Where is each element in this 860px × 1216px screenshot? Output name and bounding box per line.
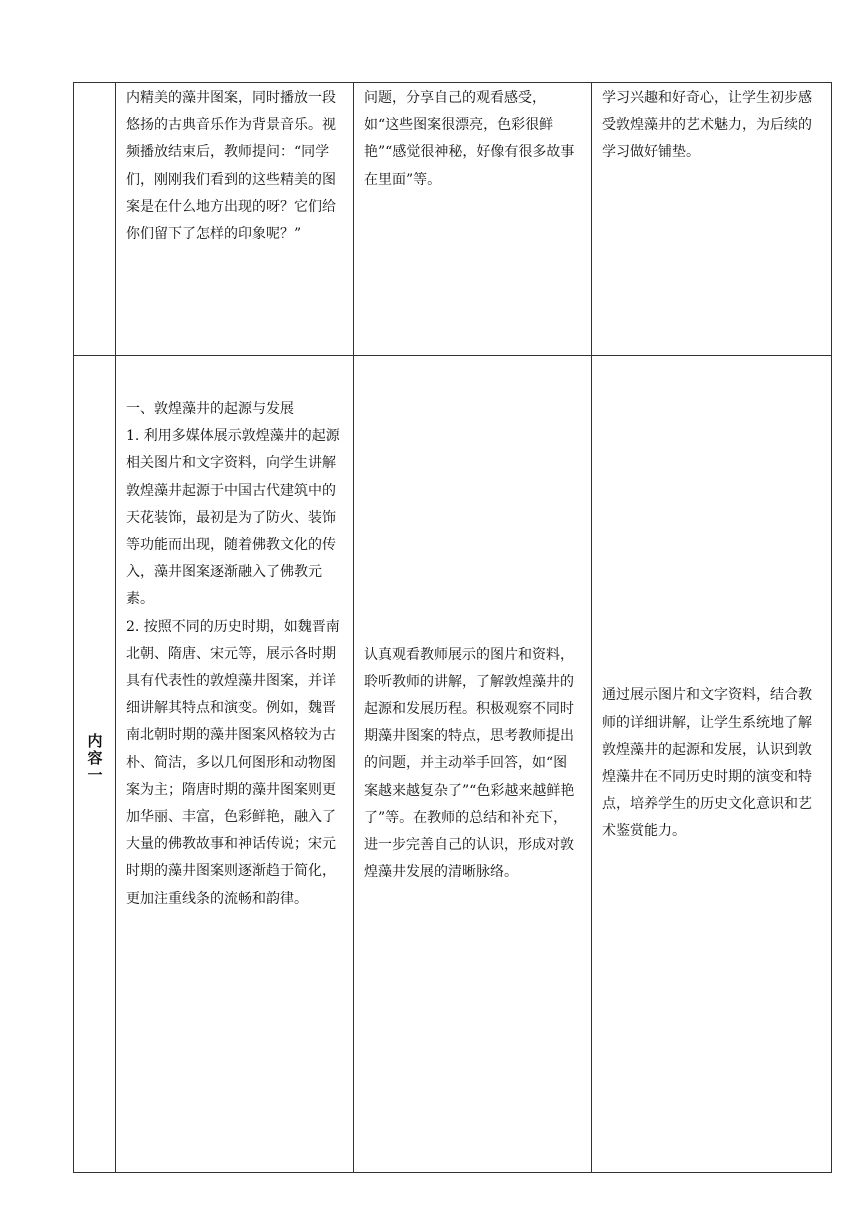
section-label-cell	[74, 356, 116, 1173]
student-activity-text: 问题，分享自己的观看感受，如“这些图案很漂亮，色彩很鲜艳”“感觉很神秘，好像有很多故事在里面”等。	[364, 90, 575, 188]
table-row	[74, 83, 832, 356]
teacher-activity-cell	[116, 356, 354, 1173]
student-activity-text: 认真观看教师展示的图片和资料，聆听教师的讲解，了解敦煌藻井的起源和发展历程。积极观察不同时期藻井图案的特点，思考教师提出的问题，并主动举手回答，如“图案越来越复杂了”“色彩越来越鲜艳了”等。在教师的总结和补充下，进一步完善自己的认识，形成对敦煌藻井发展的清晰脉络。	[364, 646, 575, 881]
section-heading: 一、敦煌藻井的起源与发展	[126, 401, 294, 417]
student-activity-cell	[354, 83, 592, 356]
teacher-activity-paragraph: 1. 利用多媒体展示敦煌藻井的起源相关图片和文字资料，向学生讲解敦煌藻井起源于中国古代建筑中的天花装饰，最初是为了防火、装饰等功能而出现，随着佛教文化的传入，藻井图案逐渐融入了佛教元素。	[126, 428, 340, 608]
lesson-plan-table-page	[73, 82, 812, 1173]
teacher-activity-paragraph: 2. 按照不同的历史时期，如魏晋南北朝、隋唐、宋元等，展示各时期具有代表性的敦煌藻井图案，并详细讲解其特点和演变。例如，魏晋南北朝时期的藻井图案风格较为古朴、简洁，多以几何图形和动物图案为主；隋唐时期的藻井图案则更加华丽、丰富，色彩鲜艳，融入了大量的佛教故事和神话传说；宋元时期的藻井图案则逐渐趋于简化，更加注重线条的流畅和韵律。	[126, 618, 340, 907]
design-intent-cell	[592, 356, 832, 1173]
design-intent-cell	[592, 83, 832, 356]
teacher-activity-cell	[116, 83, 354, 356]
section-label: 内容一	[85, 733, 104, 785]
section-label-cell	[74, 83, 116, 356]
table-row	[74, 356, 832, 1173]
lesson-plan-table	[73, 82, 832, 1173]
design-intent-text: 通过展示图片和文字资料，结合教师的详细讲解，让学生系统地了解敦煌藻井的起源和发展，认识到敦煌藻井在不同历史时期的演变和特点，培养学生的历史文化意识和艺术鉴赏能力。	[602, 687, 812, 840]
design-intent-text: 学习兴趣和好奇心，让学生初步感受敦煌藻井的艺术魅力，为后续的学习做好铺垫。	[602, 90, 812, 161]
teacher-activity-text: 内精美的藻井图案，同时播放一段悠扬的古典音乐作为背景音乐。视频播放结束后，教师提问：“同学们，刚刚我们看到的这些精美的图案是在什么地方出现的呀？它们给你们留下了怎样的印象呢？”	[126, 90, 336, 243]
student-activity-cell	[354, 356, 592, 1173]
